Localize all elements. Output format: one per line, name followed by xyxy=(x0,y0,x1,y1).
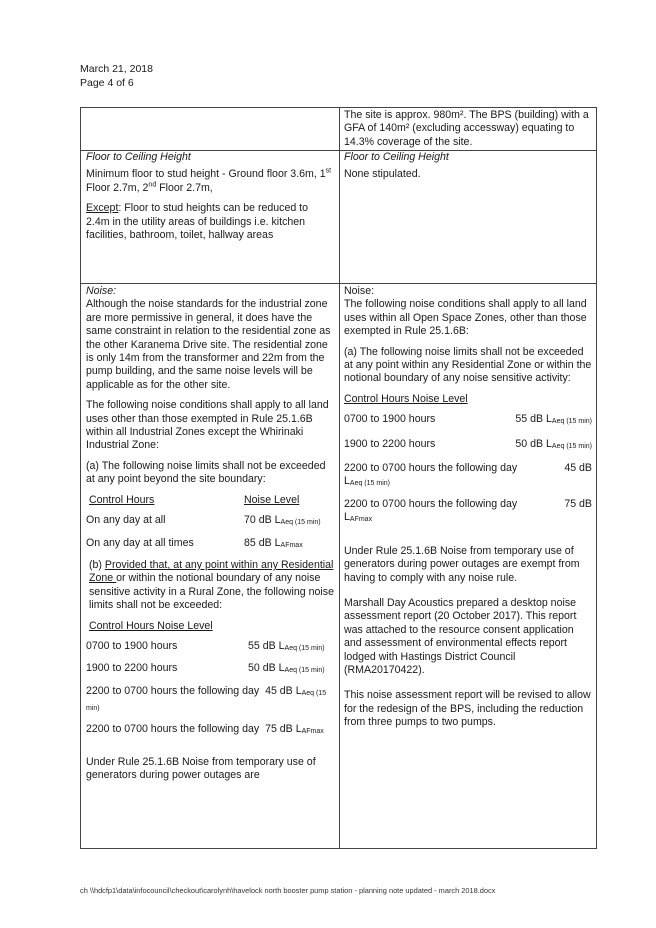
header-page-number: Page 4 of 6 xyxy=(80,77,134,89)
level-day xyxy=(248,640,334,655)
level-value: 45 dB xyxy=(564,462,592,475)
level-subscript: Aeq (15 min) xyxy=(280,519,321,527)
hours-night: 2200 to 0700 hours the following day xyxy=(86,722,260,735)
marshall-day-text: Marshall Day Acoustics prepared a desktop noise assessment report (20 October 2017). This report was attached to the resource consent application and assessment of environmental effects report lodged with Hastings District Council (RMA20170422). xyxy=(344,596,577,676)
level-all-times xyxy=(244,537,334,552)
noise-row-all-times xyxy=(86,537,334,552)
level-subscript: Aeq (15 min) xyxy=(349,480,390,488)
column-divider xyxy=(339,108,340,848)
except-label: Except xyxy=(86,202,119,215)
floor-height-right-cell xyxy=(344,151,592,189)
unit-l: L xyxy=(344,475,350,488)
night-afmax-unit xyxy=(344,511,592,526)
level-value: 75 dB L xyxy=(265,722,302,735)
control-hours-header-row xyxy=(86,494,334,507)
night-afmax-line xyxy=(344,498,592,511)
noise-row-evening-right xyxy=(344,438,592,453)
noise-row-night-afmax-right xyxy=(344,498,592,527)
except-body: : Floor to stud heights can be reduced to 2.4m in the utility areas of buildings i.e. kitchen facilities, bathroom, toilet, hallway areas xyxy=(86,202,309,242)
hours-evening: 1900 to 2200 hours xyxy=(86,662,178,675)
level-subscript: Aeq (15 min) xyxy=(284,644,325,652)
noise-conditions-left: The following noise conditions shall apply to all land uses other than those exempted in Rule 25.1.6B within all Industrial Zones except the Whirinaki Industrial Zone: xyxy=(86,399,329,452)
superscript-nd: nd xyxy=(148,181,157,189)
superscript-st: st xyxy=(325,167,332,175)
hours-night: 2200 to 0700 hours the following day xyxy=(344,462,518,475)
level-evening xyxy=(248,662,334,677)
unit-l: L xyxy=(344,511,350,524)
level-value: 55 dB L xyxy=(248,639,285,652)
level-value: 50 dB L xyxy=(515,437,552,450)
floor-height-heading-left: Floor to Ceiling Height xyxy=(86,151,191,163)
none-stipulated-text: None stipulated. xyxy=(344,168,421,181)
b-underlined: Provided that, at any point within any Residential Zone xyxy=(89,558,334,585)
noise-row-night-aeq-right xyxy=(344,462,592,491)
level-value: 45 dB L xyxy=(265,684,302,697)
noise-level-column: Noise Level xyxy=(244,493,300,506)
level-day xyxy=(515,413,592,428)
noise-limit-a-left: (a) The following noise limits shall not be exceeded at any point beyond the site boundary: xyxy=(86,459,326,486)
footer-file-path: ch \\hdcfp1\data\infocouncil\checkout\carolynh\havelock north booster pump station - planning note updated - march 2018.docx xyxy=(80,886,496,895)
noise-row-any-day xyxy=(86,514,334,529)
level-subscript: AFmax xyxy=(280,541,303,549)
site-coverage-text: The site is approx. 980m². The BPS (building) with a GFA of 140m² (excluding accessway) equating to 14.3% coverage of the site. xyxy=(344,109,589,148)
noise-limit-b-left xyxy=(86,559,334,613)
noise-row-night-aeq xyxy=(86,685,334,716)
noise-intro-left: Although the noise standards for the industrial zone are more permissive in general, it does have the same constraint in relation to the residential zone as the other Karanema Drive site. The residential zone is only 14m from the transformer and 22m from the pump building, and the same noise levels will be applicable as for the other site. xyxy=(86,298,331,391)
b-prefix: (b) xyxy=(89,558,105,571)
page-header xyxy=(80,62,153,90)
level-subscript: Aeq (15 min) xyxy=(86,689,327,713)
hours-any-day: On any day at all xyxy=(86,514,166,527)
noise-heading-right: Noise: xyxy=(344,285,375,297)
minimum-stud-height-text xyxy=(86,168,334,195)
row-divider-2 xyxy=(81,283,596,284)
site-coverage-cell xyxy=(344,109,592,156)
noise-row-night-afmax xyxy=(86,723,334,738)
level-subscript: AFmax xyxy=(301,727,324,735)
night-aeq-unit xyxy=(344,475,592,490)
floor-height-left-cell xyxy=(86,151,334,249)
generators-text-left: Under Rule 25.1.6B Noise from temporary use of generators during power outages are xyxy=(86,755,316,782)
level-subscript: AFmax xyxy=(349,516,373,524)
revised-report-text: This noise assessment report will be revised to allow for the redesign of the BPS, including the reduction from three pumps to two pumps. xyxy=(344,689,591,729)
night-aeq-line xyxy=(344,462,592,475)
hours-day: 0700 to 1900 hours xyxy=(86,639,178,652)
hours-night: 2200 to 0700 hours the following day xyxy=(344,497,518,510)
level-value: 85 dB L xyxy=(244,536,281,549)
control-hours-column: Control Hours xyxy=(89,493,155,506)
comparison-table xyxy=(80,107,597,849)
level-value: 70 dB L xyxy=(244,514,281,527)
b-rest: or within the notional boundary of any noise sensitive activity in a Rural Zone, the following noise limits shall not be exceeded: xyxy=(89,572,334,612)
hours-evening: 1900 to 2200 hours xyxy=(344,437,436,450)
control-hours-heading-left: Control Hours Noise Level xyxy=(89,619,213,632)
floor-height-heading-right: Floor to Ceiling Height xyxy=(344,151,449,163)
min-height-part-c: Floor 2.7m, xyxy=(156,181,213,194)
control-hours-heading-right: Control Hours Noise Level xyxy=(344,392,468,405)
level-any-day xyxy=(244,514,334,529)
generators-text-right: Under Rule 25.1.6B Noise from temporary use of generators during power outages are exempt from having to comply with any noise rule. xyxy=(344,544,580,584)
level-value: 75 dB xyxy=(564,497,592,510)
min-height-part-a: Minimum floor to stud height - Ground floor 3.6m, 1 xyxy=(86,168,326,181)
noise-row-day xyxy=(86,640,334,655)
noise-heading-left: Noise: xyxy=(86,285,117,297)
noise-intro-right: The following noise conditions shall apply to all land uses within all Open Space Zones, other than those exempted in Rule 25.1.6B: xyxy=(344,298,587,338)
noise-row-day-right xyxy=(344,413,592,428)
hours-day: 0700 to 1900 hours xyxy=(344,413,436,426)
header-date: March 21, 2018 xyxy=(80,63,153,75)
level-evening xyxy=(515,438,592,453)
hours-night: 2200 to 0700 hours the following day xyxy=(86,684,260,697)
level-subscript: Aeq (15 min) xyxy=(551,442,592,450)
noise-row-evening xyxy=(86,662,334,677)
level-value: 55 dB L xyxy=(515,413,552,426)
noise-right-cell xyxy=(344,285,592,737)
except-text xyxy=(86,202,334,242)
min-height-part-b: Floor 2.7m, 2 xyxy=(86,181,149,194)
hours-all-times: On any day at all times xyxy=(86,536,194,549)
noise-left-cell xyxy=(86,285,334,790)
level-value: 50 dB L xyxy=(248,662,285,675)
noise-limit-a-right: (a) The following noise limits shall not be exceeded at any point within any Residential Zone or within the notional boundary of any noise sensitive activity: xyxy=(344,345,592,385)
level-subscript: Aeq (15 min) xyxy=(551,418,592,426)
level-subscript: Aeq (15 min) xyxy=(284,667,325,675)
